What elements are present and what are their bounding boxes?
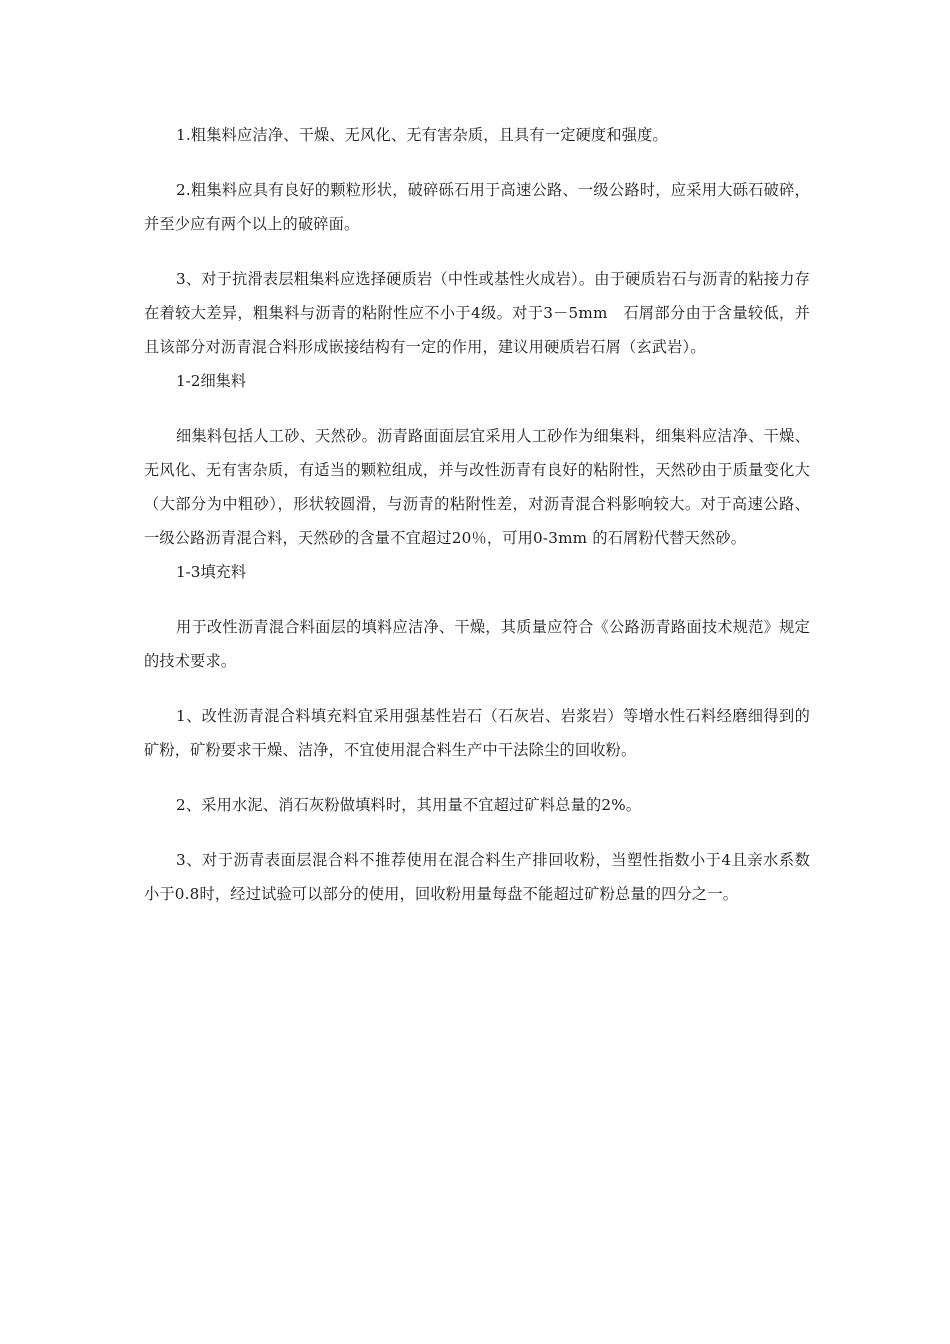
paragraph-filler-3: 3、对于沥青表面层混合料不推荐使用在混合料生产排回收粉，当塑性指数小于4且亲水系数小于0.8时，经过试验可以部分的使用，回收粉用量每盘不能超过矿粉总量的四分之一。 bbox=[144, 851, 810, 903]
paragraph-coarse-aggregate-1: 1.粗集料应洁净、干燥、无风化、无有害杂质，且具有一定硬度和强度。 bbox=[176, 126, 668, 144]
paragraph-coarse-aggregate-3: 3、对于抗滑表层粗集料应选择硬质岩（中性或基性火成岩）。由于硬质岩石与沥青的粘接力存在着较大差异，粗集料与沥青的粘附性应不小于4级。对于3－5mm 石屑部分由于含量较低，并且该部分对沥青混合料形成嵌接结构有一定的作用，建议用硬质岩石屑（玄武岩）。 bbox=[144, 270, 810, 356]
paragraph-coarse-aggregate-2: 2.粗集料应具有良好的颗粒形状，破碎砾石用于高速公路、一级公路时，应采用大砾石破碎，并至少应有两个以上的破碎面。 bbox=[144, 181, 810, 233]
paragraph-filler-intro: 用于改性沥青混合料面层的填料应洁净、干燥，其质量应符合《公路沥青路面技术规范》规定的技术要求。 bbox=[144, 618, 810, 670]
document-body bbox=[144, 118, 810, 911]
section-heading-fine-aggregate: 1-2细集料 bbox=[176, 372, 247, 390]
paragraph-filler-2: 2、采用水泥、消石灰粉做填料时，其用量不宜超过矿料总量的2%。 bbox=[176, 796, 642, 814]
paragraph-filler-1: 1、改性沥青混合料填充料宜采用强基性岩石（石灰岩、岩浆岩）等增水性石料经磨细得到的矿粉，矿粉要求干燥、洁净，不宜使用混合料生产中干法除尘的回收粉。 bbox=[144, 707, 810, 759]
paragraph-fine-aggregate: 细集料包括人工砂、天然砂。沥青路面面层宜采用人工砂作为细集料，细集料应洁净、干燥、无风化、无有害杂质，有适当的颗粒组成，并与改性沥青有良好的粘附性，天然砂由于质量变化大（大部分为中粗砂），形状较圆滑，与沥青的粘附性差，对沥青混合料影响较大。对于高速公路、一级公路沥青混合料，天然砂的含量不宜超过20％，可用0-3mm 的石屑粉代替天然砂。 bbox=[144, 427, 810, 547]
section-heading-filler: 1-3填充料 bbox=[176, 563, 247, 581]
